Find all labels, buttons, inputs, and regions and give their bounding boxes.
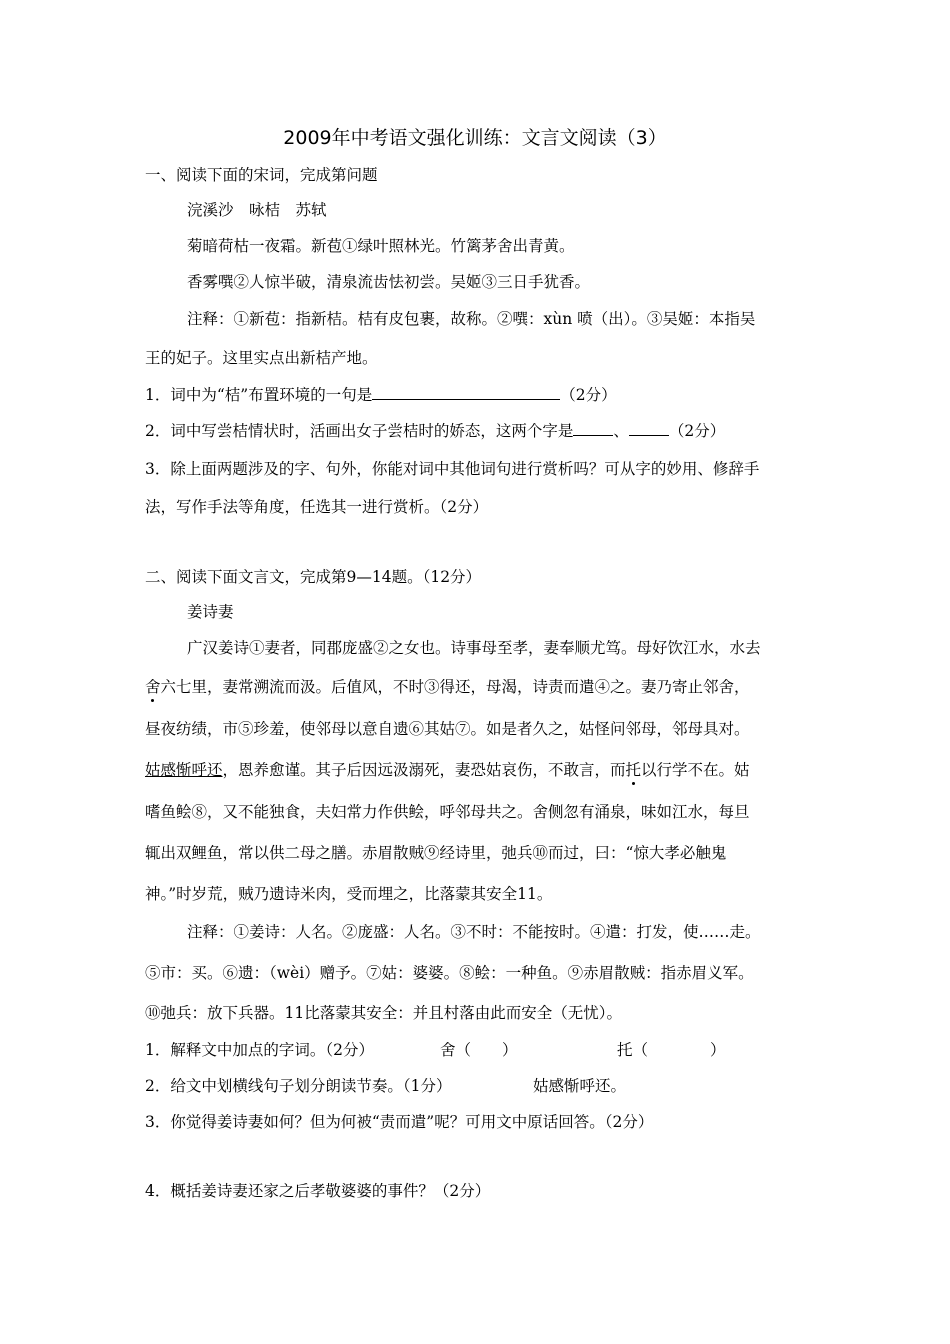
passage-line-7: 神。”时岁荒，贼乃遗诗米肉，受而埋之，比落蒙其安全11。 xyxy=(145,885,553,903)
question-text: 1．词中为“桔”布置环境的一句是 xyxy=(145,386,373,404)
part1-question-3-line-2: 法，写作手法等角度，任选其一进行赏析。（2分） xyxy=(145,498,489,516)
poem-note-line-1: 注释：①新苞：指新桔。桔有皮包裹，故称。②噀：xùn 喷（出）。③吴姬：本指吴 xyxy=(187,310,756,328)
part2-heading: 二、阅读下面文言文，完成第9—14题。（12分） xyxy=(145,568,482,586)
poem-line-1: 菊暗荷枯一夜霜。新苞①绿叶照林光。竹篱茅舍出青黄。 xyxy=(187,237,575,255)
passage-note-line-3: ⑩弛兵：放下兵器。11比落蒙其安全：并且村落由此而安全（无忧）。 xyxy=(145,1004,622,1022)
part2-question-2: 2．给文中划横线句子划分朗读节奏。（1分） xyxy=(145,1077,452,1095)
poem-title: 浣溪沙 咏桔 苏轼 xyxy=(187,201,327,219)
passage-line-6: 辄出双鲤鱼，常以供二母之膳。赤眉散贼⑨经诗里，弛兵⑩而过，曰：“惊大孝必触鬼 xyxy=(145,844,727,862)
part1-question-1 xyxy=(145,385,617,405)
poem-line-2: 香雾噀②人惊半破，清泉流齿怯初尝。吴姬③三日手犹香。 xyxy=(187,273,591,291)
part2-question-3: 3．你觉得姜诗妻如何？但为何被“责而遣”呢？可用文中原话回答。（2分） xyxy=(145,1113,654,1131)
part1-heading: 一、阅读下面的宋词，完成第问题 xyxy=(145,166,378,184)
page-title: 2009年中考语文强化训练：文言文阅读（3） xyxy=(283,127,667,149)
question-score: （2分） xyxy=(560,386,617,404)
passage-line-4 xyxy=(145,760,750,780)
answer-field-tuo[interactable]: 托（ ） xyxy=(617,1041,726,1059)
passage-line-3: 昼夜纺绩，市⑤珍羞，使邻母以意自遗⑥其姑⑦。如是者久之，姑怪问邻母，邻母具对。 xyxy=(145,720,750,738)
passage-line-5: 嗜鱼鲙⑧，又不能独食，夫妇常力作供鲙，呼邻母共之。舍侧忽有涌泉，味如江水，每旦 xyxy=(145,803,750,821)
answer-blank[interactable] xyxy=(629,421,669,436)
passage-title: 姜诗妻 xyxy=(187,603,234,621)
blank-separator: 、 xyxy=(613,422,629,440)
dotted-word-tuo: 托 xyxy=(625,761,642,779)
passage-text: 六七里，妻常溯流而汲。后值风，不时③得还，母渴，诗责而遣④之。妻乃寄止邻舍， xyxy=(160,678,750,696)
passage-text: ，恩养愈谨。其子后因远汲溺死，妻恐姑哀伤，不敢言，而 xyxy=(222,761,626,779)
question-score: （2分） xyxy=(668,422,726,440)
part2-question-4: 4．概括姜诗妻还家之后孝敬婆婆的事件？（2分） xyxy=(145,1182,491,1200)
passage-note-line-1: 注释：①姜诗：人名。②庞盛：人名。③不时：不能按时。④遣：打发，使……走。 xyxy=(187,923,761,941)
answer-blank[interactable] xyxy=(372,385,560,400)
part1-question-2 xyxy=(145,421,725,441)
question-text: 2．词中写尝桔情状时，活画出女子尝桔时的娇态，这两个字是 xyxy=(145,422,574,440)
underlined-sentence: 姑感惭呼还 xyxy=(145,761,223,779)
passage-text: 以行学不在。姑 xyxy=(641,761,750,779)
passage-note-line-2: ⑤市：买。⑥遗：（wèi）赠予。⑦姑：婆婆。⑧鲙：一种鱼。⑨赤眉散贼：指赤眉义军。 xyxy=(145,964,754,982)
rhythm-sentence: 姑感惭呼还。 xyxy=(533,1077,627,1095)
passage-line-2 xyxy=(145,677,750,697)
part1-question-3-line-1: 3．除上面两题涉及的字、句外，你能对词中其他词句进行赏析吗？可从字的妙用、修辞手 xyxy=(145,460,760,478)
dotted-word-she: 舍 xyxy=(145,678,161,696)
part2-question-1: 1．解释文中加点的字词。（2分） xyxy=(145,1041,374,1059)
passage-line-1: 广汉姜诗①妻者，同郡庞盛②之女也。诗事母至孝，妻奉顺尤笃。母好饮江水，水去 xyxy=(187,639,761,657)
answer-field-she[interactable]: 舍（ ） xyxy=(440,1041,518,1059)
answer-blank[interactable] xyxy=(573,421,613,436)
poem-note-line-2: 王的妃子。这里实点出新桔产地。 xyxy=(145,349,378,367)
